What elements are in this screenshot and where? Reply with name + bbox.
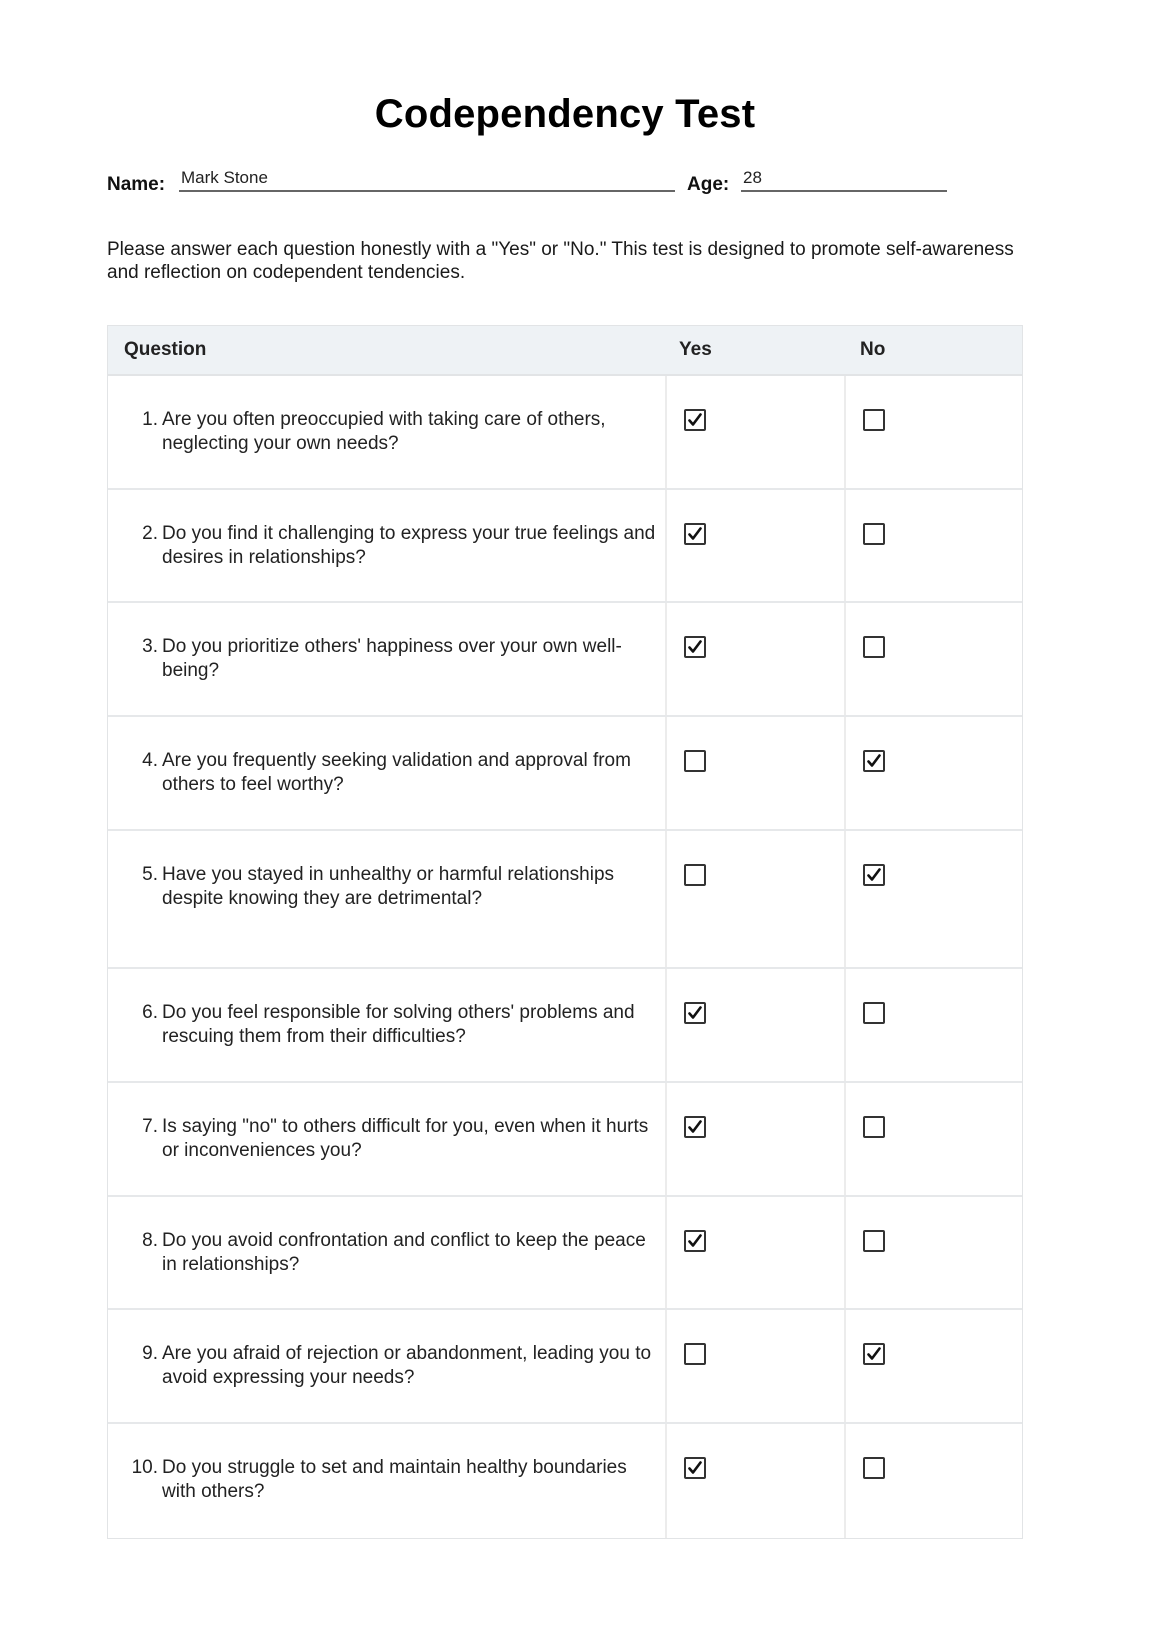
yes-checkbox[interactable] (684, 864, 706, 886)
question-text: Are you frequently seeking validation and approval from others to feel worthy? (162, 750, 631, 795)
checkmark-icon (866, 867, 882, 883)
yes-cell (665, 490, 844, 601)
yes-cell (665, 1424, 844, 1538)
table-row (108, 969, 1022, 1083)
no-cell (844, 717, 1022, 829)
table-body (108, 376, 1022, 1538)
question-cell (108, 717, 665, 829)
name-field[interactable]: Mark Stone (179, 168, 675, 192)
respondent-fields (107, 168, 1007, 198)
yes-cell (665, 1083, 844, 1195)
no-cell (844, 490, 1022, 601)
no-cell (844, 831, 1022, 967)
table-row (108, 1310, 1022, 1424)
yes-checkbox[interactable] (684, 636, 706, 658)
checkmark-icon (687, 639, 703, 655)
no-cell (844, 1197, 1022, 1308)
no-checkbox[interactable] (863, 523, 885, 545)
question-cell (108, 603, 665, 715)
yes-cell (665, 1310, 844, 1422)
question-text: Do you feel responsible for solving others' problems and rescuing them from their difficulties? (162, 1002, 635, 1047)
header-question: Question (124, 339, 207, 360)
no-cell (844, 1424, 1022, 1538)
yes-cell (665, 831, 844, 967)
yes-checkbox[interactable] (684, 409, 706, 431)
yes-checkbox[interactable] (684, 1230, 706, 1252)
no-checkbox[interactable] (863, 409, 885, 431)
table-row (108, 1197, 1022, 1310)
no-cell (844, 1083, 1022, 1195)
checkmark-icon (687, 526, 703, 542)
table-row (108, 603, 1022, 717)
question-number: 9. (142, 1343, 158, 1364)
checkmark-icon (687, 1119, 703, 1135)
yes-checkbox[interactable] (684, 1002, 706, 1024)
question-number: 2. (142, 523, 158, 544)
yes-cell (665, 376, 844, 488)
table-row (108, 1424, 1022, 1538)
table-row (108, 717, 1022, 831)
question-cell (108, 1310, 665, 1422)
no-checkbox[interactable] (863, 864, 885, 886)
checkmark-icon (687, 1005, 703, 1021)
instructions: Please answer each question honestly with a "Yes" or "No." This test is designed to promote self-awareness and reflection on codependent tendencies. (107, 239, 1014, 283)
yes-cell (665, 603, 844, 715)
name-label: Name: (107, 174, 166, 195)
yes-checkbox[interactable] (684, 1457, 706, 1479)
checkmark-icon (687, 412, 703, 428)
question-text: Do you avoid confrontation and conflict to keep the peace in relationships? (162, 1230, 646, 1275)
question-cell (108, 1424, 665, 1538)
checkmark-icon (687, 1460, 703, 1476)
question-number: 1. (142, 409, 158, 430)
question-text: Have you stayed in unhealthy or harmful relationships despite knowing they are detrimental? (162, 864, 615, 909)
question-number: 6. (142, 1002, 158, 1023)
question-text: Is saying "no" to others difficult for you, even when it hurts or inconveniences you? (162, 1116, 649, 1161)
table-row (108, 831, 1022, 969)
no-checkbox[interactable] (863, 1116, 885, 1138)
no-cell (844, 376, 1022, 488)
question-text: Do you find it challenging to express your true feelings and desires in relationships? (162, 523, 656, 568)
question-number: 3. (142, 636, 158, 657)
table-row (108, 376, 1022, 490)
question-cell (108, 831, 665, 967)
question-cell (108, 969, 665, 1081)
age-label: Age: (687, 174, 730, 195)
no-checkbox[interactable] (863, 1230, 885, 1252)
yes-checkbox[interactable] (684, 750, 706, 772)
yes-checkbox[interactable] (684, 1116, 706, 1138)
no-cell (844, 603, 1022, 715)
checkmark-icon (866, 753, 882, 769)
no-cell (844, 969, 1022, 1081)
no-checkbox[interactable] (863, 1457, 885, 1479)
yes-checkbox[interactable] (684, 523, 706, 545)
page-title: Codependency Test (374, 92, 756, 136)
question-number: 10. (131, 1457, 158, 1478)
yes-cell (665, 1197, 844, 1308)
age-field[interactable]: 28 (741, 168, 947, 192)
question-number: 7. (142, 1116, 158, 1137)
table-row (108, 1083, 1022, 1197)
yes-cell (665, 969, 844, 1081)
header-no: No (860, 339, 886, 360)
question-cell (108, 1083, 665, 1195)
no-checkbox[interactable] (863, 1002, 885, 1024)
header-yes: Yes (679, 339, 712, 360)
yes-cell (665, 717, 844, 829)
no-checkbox[interactable] (863, 636, 885, 658)
checkmark-icon (866, 1346, 882, 1362)
questionnaire-table (107, 325, 1023, 1539)
question-cell (108, 490, 665, 601)
question-text: Are you often preoccupied with taking care of others, neglecting your own needs? (162, 409, 606, 454)
question-text: Are you afraid of rejection or abandonment, leading you to avoid expressing your needs? (162, 1343, 652, 1388)
no-checkbox[interactable] (863, 1343, 885, 1365)
question-cell (108, 376, 665, 488)
no-cell (844, 1310, 1022, 1422)
yes-checkbox[interactable] (684, 1343, 706, 1365)
question-number: 5. (142, 864, 158, 885)
checkmark-icon (687, 1233, 703, 1249)
question-text: Do you prioritize others' happiness over your own well-being? (162, 636, 622, 681)
question-number: 8. (142, 1230, 158, 1251)
question-cell (108, 1197, 665, 1308)
question-text: Do you struggle to set and maintain healthy boundaries with others? (162, 1457, 627, 1502)
no-checkbox[interactable] (863, 750, 885, 772)
table-row (108, 490, 1022, 603)
question-number: 4. (142, 750, 158, 771)
table-header (108, 326, 1022, 376)
